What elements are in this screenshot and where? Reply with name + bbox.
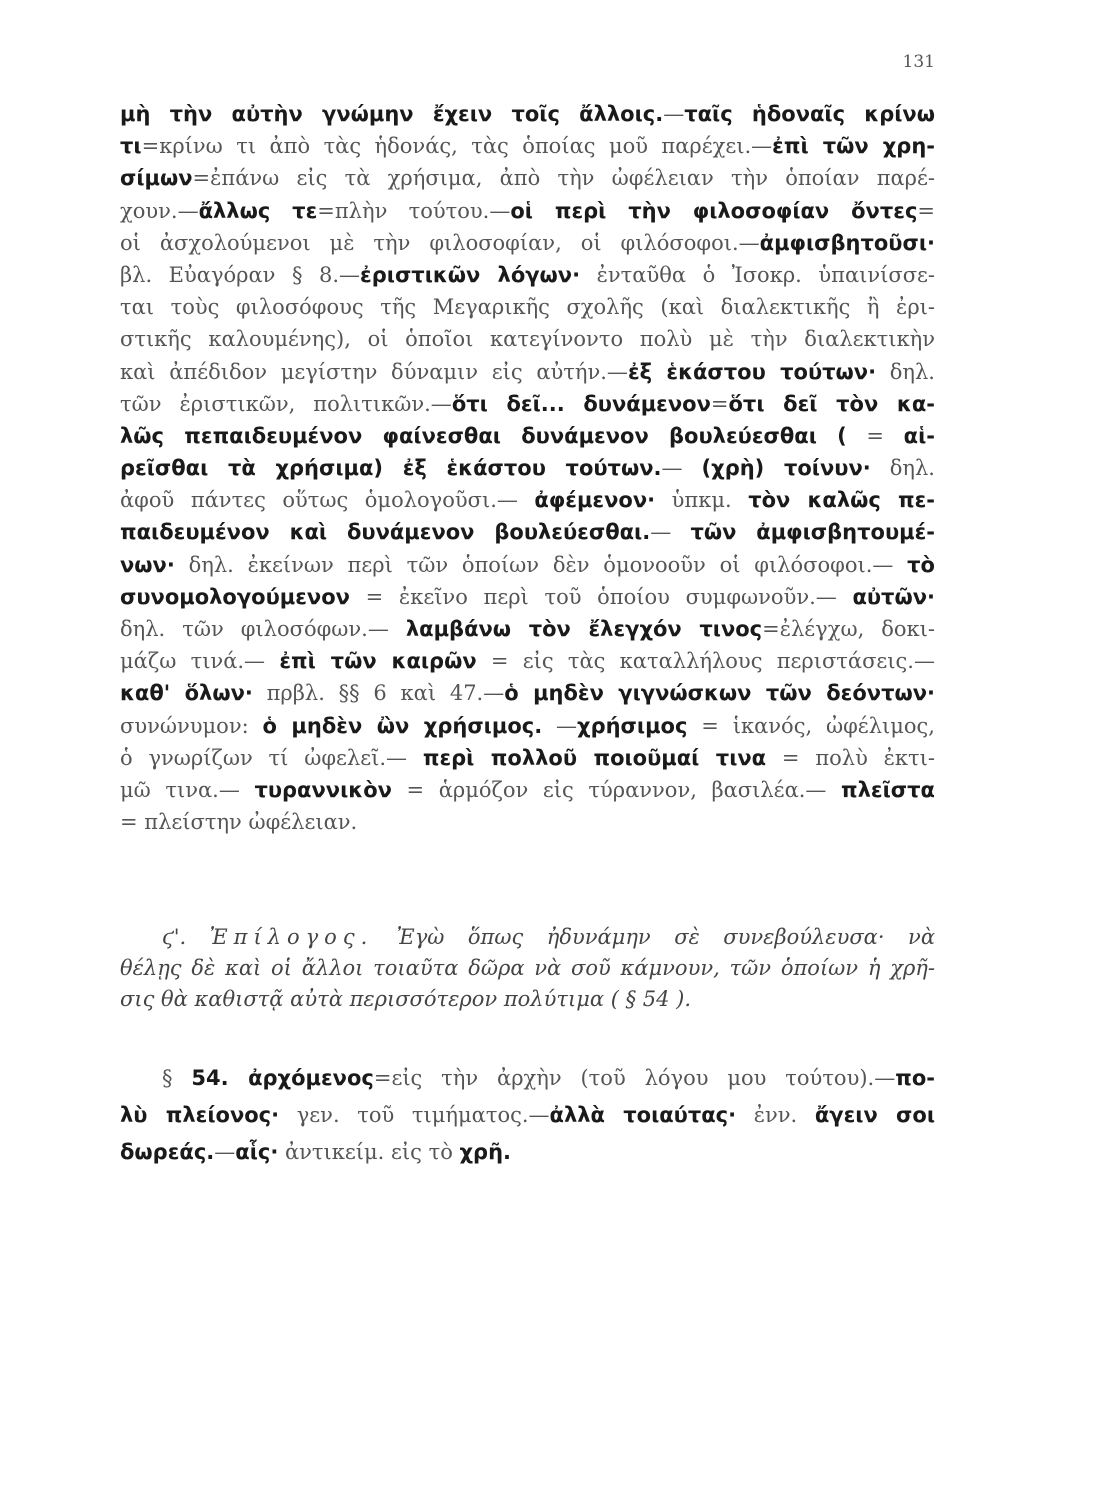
lemma-text: ἐπὶ τῶν χρη- xyxy=(772,134,935,159)
section-54-notes xyxy=(120,1060,935,1171)
note-text: χουν.— xyxy=(120,198,199,223)
note-text: δηλ. ἐκείνων περὶ τῶν ὁποίων δὲν ὁμονοοῦν οἱ φιλόσοφοι.— xyxy=(174,552,908,577)
note-text: = ἐκεῖνο περὶ τοῦ ὁποίου συμφωνοῦν.— xyxy=(349,584,853,609)
lemma-text: τι xyxy=(120,134,142,159)
page-number: 131 xyxy=(902,52,935,72)
commentary-line xyxy=(120,98,935,130)
lemma-text: χρήσιμος xyxy=(577,713,688,738)
lemma-text: χρῆ. xyxy=(459,1140,512,1164)
note-text: συνώνυμον: xyxy=(120,713,263,738)
note-text: δηλ. τῶν φιλοσόφων.— xyxy=(120,617,406,641)
note-text: ϛ'. xyxy=(162,925,210,949)
lemma-text: τὸ xyxy=(907,552,935,577)
note-text: ται τοὺς φιλοσόφους τῆς Μεγαρικῆς σχολῆς (καὶ διαλεκτικῆς ἢ ἐρι- xyxy=(120,295,935,320)
commentary-line xyxy=(120,130,935,162)
note-text: μάζω τινά.— xyxy=(120,649,280,674)
epilogue-line xyxy=(120,953,935,984)
note-text: βλ. Εὐαγόραν § 8.— xyxy=(120,262,361,287)
lemma-text: πο- xyxy=(895,1066,935,1090)
lemma-text: ἄλλως τε xyxy=(198,198,318,223)
lemma-text: οἱ περὶ τὴν φιλοσοφίαν ὄντες xyxy=(510,198,918,223)
note-text: θέλῃς δὲ καὶ οἱ ἄλλοι τοιαῦτα δῶρα νὰ σοῦ κάμνουν, τῶν ὁποίων ἡ χρῆ- xyxy=(120,956,935,980)
commentary-line xyxy=(120,774,935,806)
epilogue-paragraph xyxy=(120,922,935,1015)
lemma-text: περὶ πολλοῦ ποιοῦμαί τινα xyxy=(422,745,767,770)
lemma-text: ἀμφισβητοῦσι· xyxy=(759,230,935,255)
section54-line xyxy=(120,1097,935,1134)
lemma-text: ἐξ ἑκάστου τούτων· xyxy=(627,359,877,384)
commentary-line xyxy=(120,645,935,677)
commentary-line xyxy=(120,323,935,355)
epilogue-line xyxy=(120,922,935,953)
lemma-text: τυραννικὸν xyxy=(254,777,392,802)
lemma-text: ἄγειν σοι xyxy=(814,1103,935,1127)
lemma-text: ὁ μηδὲν γιγνώσκων τῶν δεόντων· xyxy=(504,681,935,706)
lemma-text: ὅτι δεῖ τὸν κα- xyxy=(728,391,935,416)
commentary-line xyxy=(120,291,935,323)
note-text: ἐνν. xyxy=(736,1103,815,1127)
lemma-text: ἐριστικῶν λόγων· xyxy=(360,262,581,287)
note-text: = xyxy=(917,198,935,223)
lemma-text: (χρὴ) τοίνυν· xyxy=(701,456,871,481)
note-text: =ἐπάνω εἰς τὰ χρήσιμα, ἀπὸ τὴν ὠφέλειαν τὴν ὁποίαν παρέ- xyxy=(192,166,935,191)
lemma-text: ἐπὶ τῶν καιρῶν xyxy=(279,649,477,674)
note-text: = ἁρμόζον εἰς τύραννον, βασιλέα.— xyxy=(391,777,842,802)
note-text: ὑπκμ. xyxy=(655,488,749,513)
note-text: οἱ ἀσχολούμενοι μὲ τὴν φιλοσοφίαν, οἱ φιλόσοφοι.— xyxy=(120,230,760,255)
note-text: = ἱκανός, ὠφέλιμος, xyxy=(687,713,935,738)
lemma-text: ὅτι δεῖ... δυνάμενον xyxy=(451,391,711,416)
commentary-line xyxy=(120,388,935,420)
note-text: γεν. τοῦ τιμήματος.— xyxy=(279,1103,550,1127)
lemma-text: σίμων xyxy=(120,166,193,191)
lemma-text: ὁ μηδὲν ὢν χρήσιμος. xyxy=(262,713,543,738)
lemma-text: τὸν καλῶς πε- xyxy=(748,488,935,513)
commentary-line xyxy=(120,420,935,452)
note-text: =κρίνω τι ἀπὸ τὰς ἡδονάς, τὰς ὁποίας μοῦ παρέχει.— xyxy=(141,134,773,159)
commentary-line xyxy=(120,742,935,774)
note-text: =πλὴν τούτου.— xyxy=(317,198,511,223)
note-text: § xyxy=(162,1066,192,1090)
lemma-text: νων· xyxy=(120,552,175,577)
lemma-text: ἀφέμενον· xyxy=(534,488,656,513)
note-text: σις θὰ καθιστᾷ αὐτὰ περισσότερον πολύτιμα ( § 54 ). xyxy=(120,987,692,1011)
note-text: — xyxy=(650,520,691,545)
lemma-text: αὐτῶν· xyxy=(852,584,935,609)
commentary-line xyxy=(120,195,935,227)
lemma-text: ἀλλὰ τοιαύτας· xyxy=(549,1103,737,1127)
commentary-line xyxy=(120,259,935,291)
note-text: Ἐπίλογος. xyxy=(209,925,374,949)
note-text: τῶν ἐριστικῶν, πολιτικῶν.— xyxy=(120,391,452,416)
note-text: Ἐγὼ ὅπως ἠδυνάμην σὲ συνεβούλευσα· νὰ xyxy=(373,925,935,949)
note-text: στικῆς καλουμένης), οἱ ὁποῖοι κατεγίνοντο πολὺ μὲ τὴν διαλεκτικὴν xyxy=(120,327,935,352)
lemma-text: λῶς πεπαιδευμένον φαίνεσθαι δυνάμενον βουλεύεσθαι ( xyxy=(120,423,847,448)
commentary-line xyxy=(120,516,935,548)
note-text: = πλείστην ὠφέλειαν. xyxy=(120,810,358,835)
epilogue-line xyxy=(120,984,935,1015)
note-text: δηλ. xyxy=(876,359,935,384)
commentary-line xyxy=(120,484,935,516)
commentary-line xyxy=(120,581,935,613)
note-text: =εἰς τὴν ἀρχὴν (τοῦ λόγου μου τούτου).— xyxy=(373,1066,896,1090)
note-text: ὁ γνωρίζων τί ὠφελεῖ.— xyxy=(120,745,423,770)
note-text: — xyxy=(663,102,685,126)
lemma-text: συνομολογούμενον xyxy=(120,584,350,609)
lemma-text: τῶν ἀμφισβητουμέ- xyxy=(690,520,935,545)
note-text: ἀντικείμ. εἰς τὸ xyxy=(278,1140,460,1164)
lemma-text: 54. ἀρχόμενος xyxy=(191,1066,374,1090)
note-text: — xyxy=(661,456,702,481)
note-text: = xyxy=(710,391,729,416)
note-text: — xyxy=(542,713,578,738)
lemma-text: παιδευμένον καὶ δυνάμενον βουλεύεσθαι. xyxy=(120,520,651,545)
commentary-line xyxy=(120,452,935,484)
lemma-text: λαμβάνω τὸν ἔλεγχόν τινος xyxy=(405,617,763,641)
note-text: πρβλ. §§ 6 καὶ 47.— xyxy=(252,681,505,706)
note-text: = xyxy=(846,423,904,448)
lemma-text: αἷς· xyxy=(235,1140,279,1164)
commentary-line xyxy=(120,162,935,194)
lemma-text: καθ' ὅλων· xyxy=(120,681,253,706)
lemma-text: αἱ- xyxy=(903,423,935,448)
note-text: — xyxy=(214,1140,236,1164)
note-text: ἀφοῦ πάντες οὕτως ὁμολογοῦσι.— xyxy=(120,488,535,513)
lemma-text: δωρεάς. xyxy=(120,1140,215,1164)
lemma-text: πλεῖστα xyxy=(841,777,935,802)
note-text: = πολὺ ἐκτι- xyxy=(766,745,935,770)
lemma-text: ρεῖσθαι τὰ χρήσιμα) ἐξ ἑκάστου τούτων. xyxy=(120,456,662,481)
note-text: καὶ ἀπέδιδον μεγίστην δύναμιν εἰς αὐτήν.— xyxy=(120,359,628,384)
commentary-line xyxy=(120,677,935,709)
commentary-line xyxy=(120,356,935,388)
commentary-line xyxy=(120,710,935,742)
lemma-text: λὺ πλείονος· xyxy=(120,1103,280,1127)
lemma-text: ταῖς ἡδοναῖς κρίνω xyxy=(684,102,935,126)
commentary-line xyxy=(120,806,935,838)
lemma-text: μὴ τὴν αὐτὴν γνώμην ἔχειν τοῖς ἄλλοις. xyxy=(120,102,664,126)
commentary-line xyxy=(120,613,935,645)
section54-line xyxy=(120,1060,935,1097)
commentary-line xyxy=(120,549,935,581)
note-text: μῶ τινα.— xyxy=(120,777,255,802)
note-text: =ἐλέγχω, δοκι- xyxy=(762,617,935,641)
section54-line xyxy=(120,1134,935,1171)
note-text: = εἰς τὰς καταλλήλους περιστάσεις.— xyxy=(476,649,935,674)
commentary-notes xyxy=(120,98,935,838)
note-text: ἐνταῦθα ὁ Ἰσοκρ. ὑπαινίσσε- xyxy=(580,262,935,287)
commentary-line xyxy=(120,227,935,259)
note-text: δηλ. xyxy=(870,456,935,481)
